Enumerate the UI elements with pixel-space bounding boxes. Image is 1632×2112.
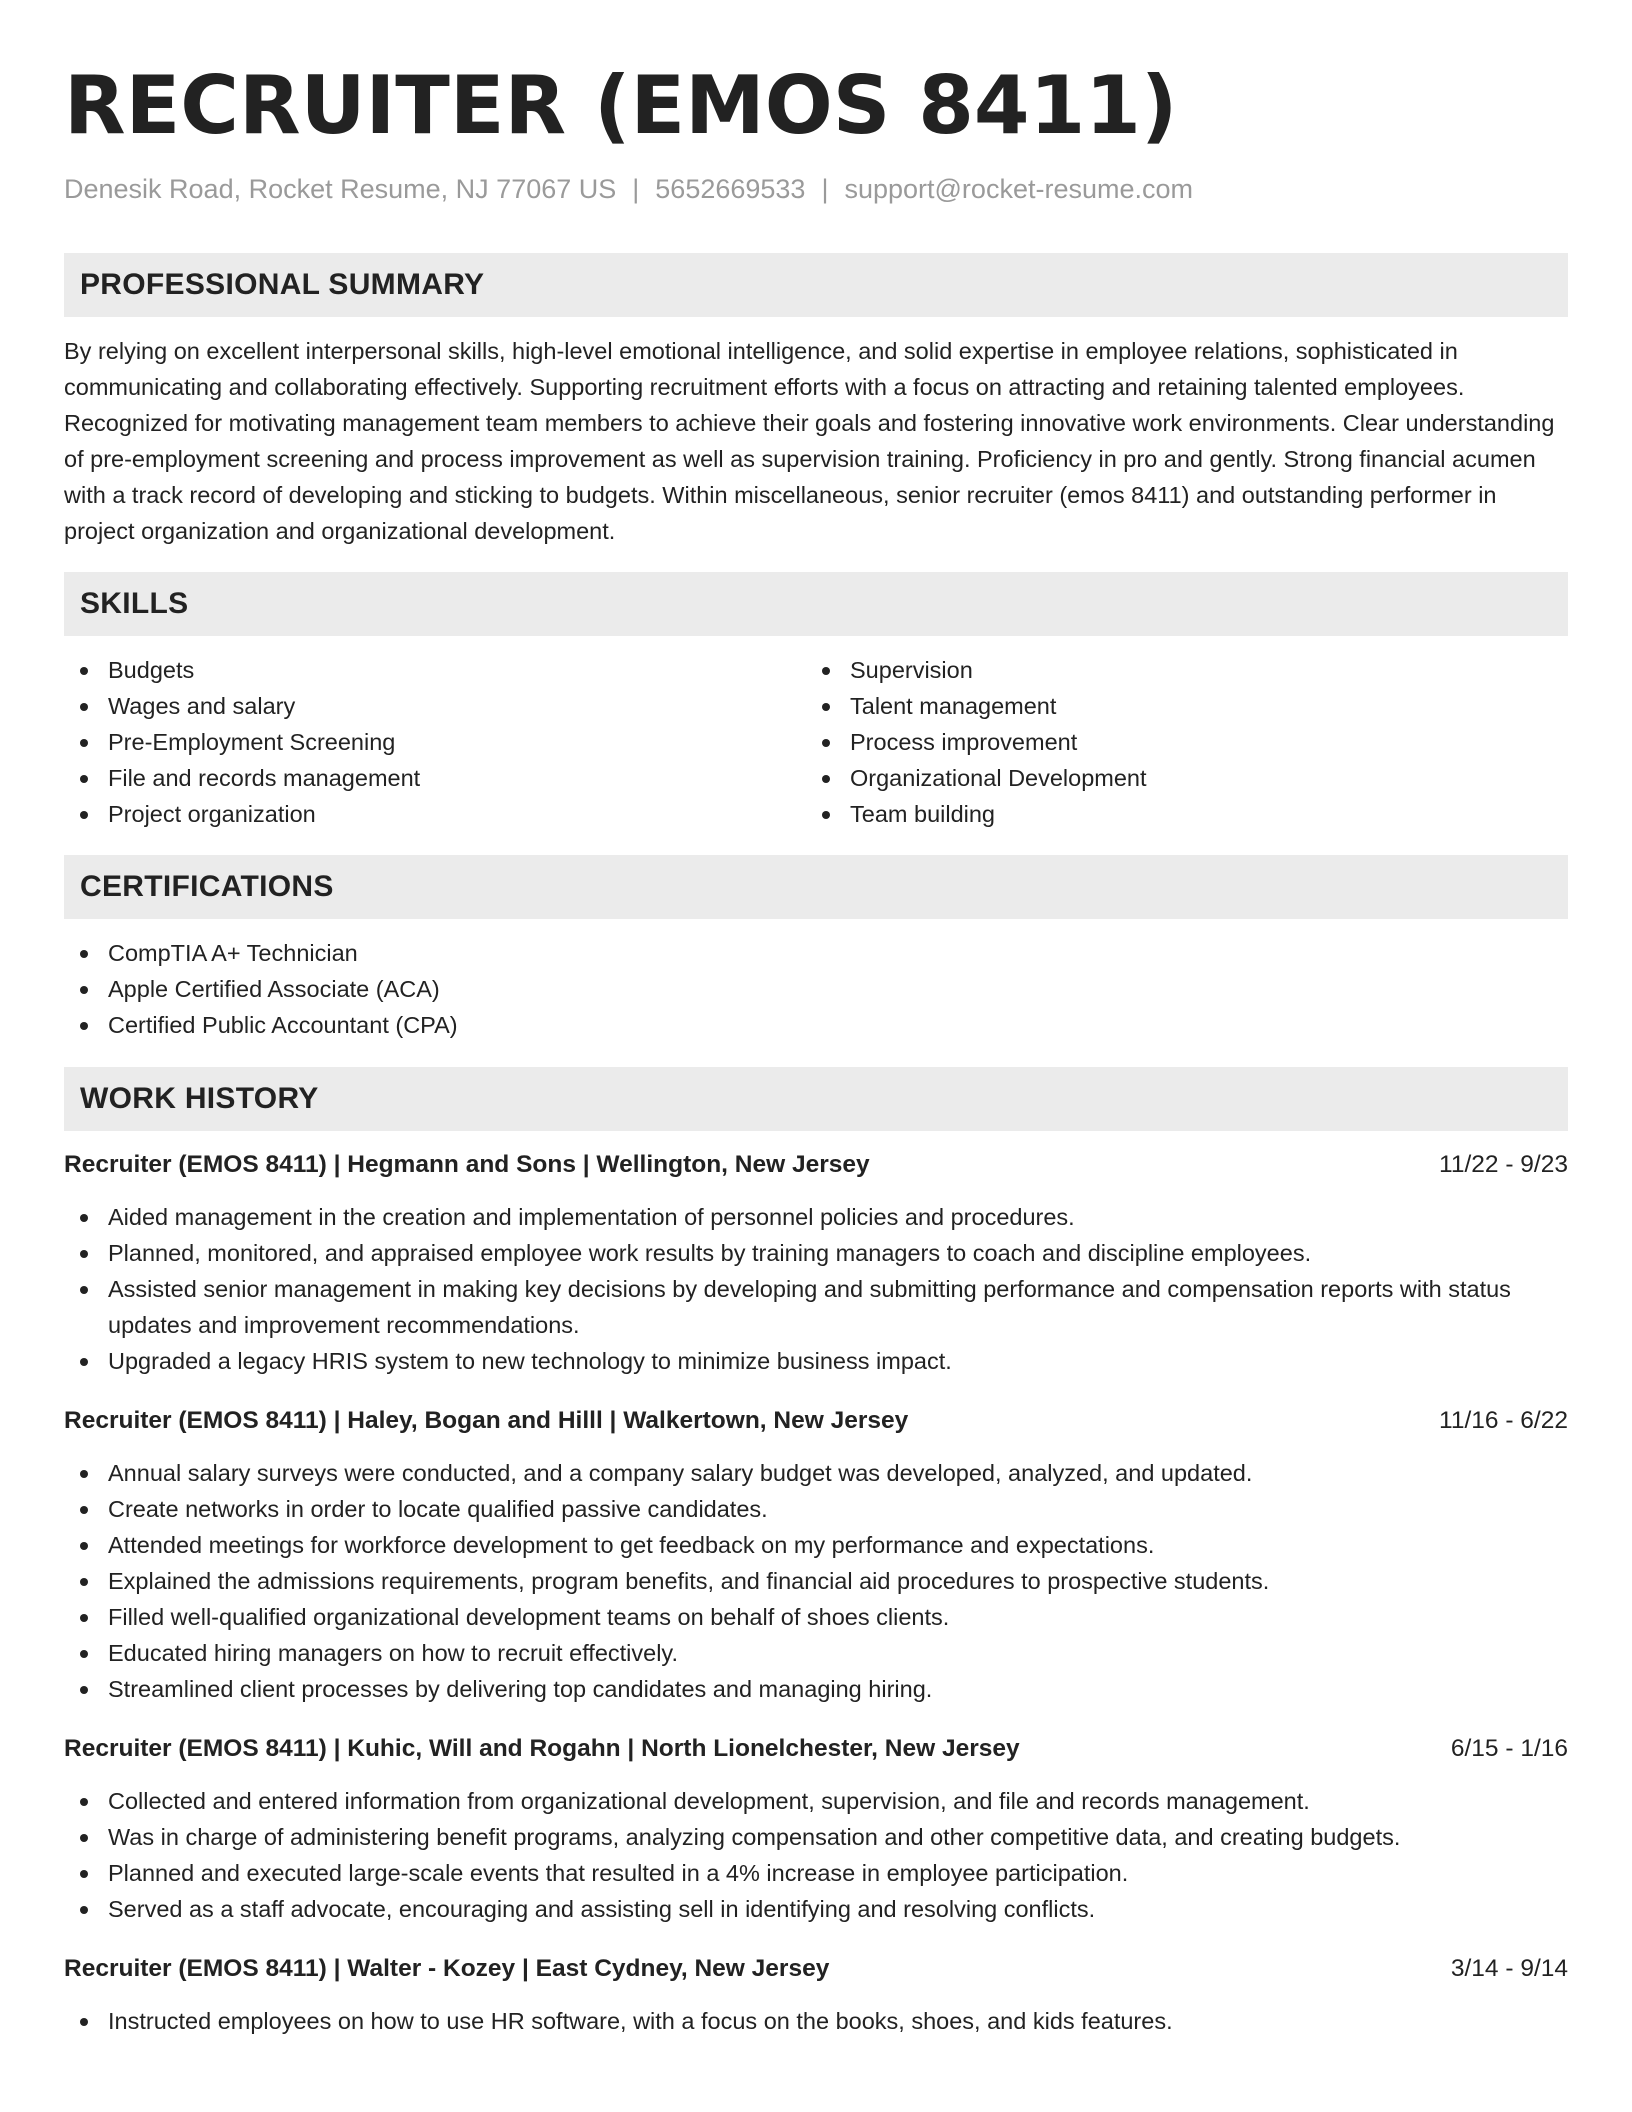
job-bullet: Annual salary surveys were conducted, and a company salary budget was developed, analyzed, and updated. — [64, 1455, 1568, 1491]
certification-item: Certified Public Accountant (CPA) — [64, 1007, 1568, 1043]
job-bullet: Instructed employees on how to use HR software, with a focus on the books, shoes, and kids features. — [64, 2003, 1568, 2039]
resume-name: RECRUITER (EMOS 8411) — [64, 59, 1178, 152]
certification-item: Apple Certified Associate (ACA) — [64, 971, 1568, 1007]
summary-heading: PROFESSIONAL SUMMARY — [64, 253, 1568, 317]
contact-separator: | — [632, 174, 640, 204]
job-dates: 11/16 - 6/22 — [1439, 1407, 1568, 1434]
skill-item: File and records management — [64, 760, 806, 796]
skill-item: Organizational Development — [806, 760, 1548, 796]
job-bullets — [64, 1199, 1568, 1379]
contact-line — [64, 172, 1568, 206]
job-dates: 3/14 - 9/14 — [1450, 1955, 1568, 1982]
job-bullet: Upgraded a legacy HRIS system to new technology to minimize business impact. — [64, 1343, 1568, 1379]
summary-section — [64, 253, 1568, 549]
job-header — [64, 1147, 1568, 1183]
job-bullet: Planned, monitored, and appraised employee work results by training managers to coach and discipline employees. — [64, 1235, 1568, 1271]
job-bullet: Create networks in order to locate qualified passive candidates. — [64, 1491, 1568, 1527]
job-bullet: Filled well-qualified organizational development teams on behalf of shoes clients. — [64, 1599, 1568, 1635]
job-title: Recruiter (EMOS 8411) | Hegmann and Sons | Wellington, New Jersey — [64, 1151, 870, 1178]
job-dates: 6/15 - 1/16 — [1450, 1735, 1568, 1762]
job-header — [64, 1951, 1568, 1987]
resume-page — [64, 54, 1568, 2039]
certification-item: CompTIA A+ Technician — [64, 935, 1568, 971]
job-entry — [64, 1147, 1568, 1379]
job-bullets — [64, 1783, 1568, 1927]
summary-text: By relying on excellent interpersonal skills, high-level emotional intelligence, and solid expertise in employee relations, sophisticated in communicating and collaborating effectively. Supporting recruitment efforts with a focus on attracting and retaining talented employees. Recognized for motivating management team members to achieve their goals and fostering innovative work environments. Clear understanding of pre-employment screening and process improvement as well as supervision training. Proficiency in pro and gently. Strong financial acumen with a track record of developing and sticking to budgets. Within miscellaneous, senior recruiter (emos 8411) and outstanding performer in project organization and organizational development. — [64, 338, 1555, 544]
contact-phone: 5652669533 — [655, 174, 806, 204]
skill-item: Wages and salary — [64, 688, 806, 724]
skill-item: Supervision — [806, 652, 1548, 688]
job-bullet: Was in charge of administering benefit programs, analyzing compensation and other competitive data, and creating budgets. — [64, 1819, 1568, 1855]
job-bullet: Planned and executed large-scale events that resulted in a 4% increase in employee participation. — [64, 1855, 1568, 1891]
job-bullets — [64, 1455, 1568, 1707]
job-bullets — [64, 2003, 1568, 2039]
skills-section — [64, 572, 1568, 832]
skill-item: Process improvement — [806, 724, 1548, 760]
job-bullet: Streamlined client processes by delivering top candidates and managing hiring. — [64, 1671, 1568, 1707]
contact-address: Denesik Road, Rocket Resume, NJ 77067 US — [64, 174, 617, 204]
work-history-heading: WORK HISTORY — [64, 1067, 1568, 1131]
skills-column-left — [64, 652, 806, 832]
skills-column-right — [806, 652, 1548, 832]
job-title: Recruiter (EMOS 8411) | Haley, Bogan and Hilll | Walkertown, New Jersey — [64, 1407, 909, 1434]
job-bullet: Attended meetings for workforce development to get feedback on my performance and expectations. — [64, 1527, 1568, 1563]
work-history-section — [64, 1067, 1568, 2039]
job-header — [64, 1403, 1568, 1439]
skill-item: Budgets — [64, 652, 806, 688]
skills-grid — [64, 652, 1568, 832]
job-entry — [64, 1731, 1568, 1927]
job-dates: 11/22 - 9/23 — [1439, 1151, 1568, 1178]
job-entry — [64, 1951, 1568, 2039]
job-bullet: Collected and entered information from organizational development, supervision, and file and records management. — [64, 1783, 1568, 1819]
job-bullet: Assisted senior management in making key decisions by developing and submitting performance and compensation reports with status updates and improvement recommendations. — [64, 1271, 1568, 1343]
certifications-section — [64, 855, 1568, 1043]
job-bullet: Educated hiring managers on how to recruit effectively. — [64, 1635, 1568, 1671]
skills-heading: SKILLS — [64, 572, 1568, 636]
job-bullet: Served as a staff advocate, encouraging and assisting sell in identifying and resolving conflicts. — [64, 1891, 1568, 1927]
contact-separator: | — [821, 174, 829, 204]
job-bullet: Explained the admissions requirements, program benefits, and financial aid procedures to prospective students. — [64, 1563, 1568, 1599]
job-header — [64, 1731, 1568, 1767]
certifications-list — [64, 935, 1568, 1043]
skill-item: Project organization — [64, 796, 806, 832]
skill-item: Talent management — [806, 688, 1548, 724]
job-title: Recruiter (EMOS 8411) | Walter - Kozey | East Cydney, New Jersey — [64, 1955, 830, 1982]
skill-item: Pre-Employment Screening — [64, 724, 806, 760]
contact-email: support@rocket-resume.com — [844, 174, 1193, 204]
job-title: Recruiter (EMOS 8411) | Kuhic, Will and Rogahn | North Lionelchester, New Jersey — [64, 1735, 1020, 1762]
skill-item: Team building — [806, 796, 1548, 832]
job-entry — [64, 1403, 1568, 1707]
certifications-heading: CERTIFICATIONS — [64, 855, 1568, 919]
job-bullet: Aided management in the creation and implementation of personnel policies and procedures. — [64, 1199, 1568, 1235]
